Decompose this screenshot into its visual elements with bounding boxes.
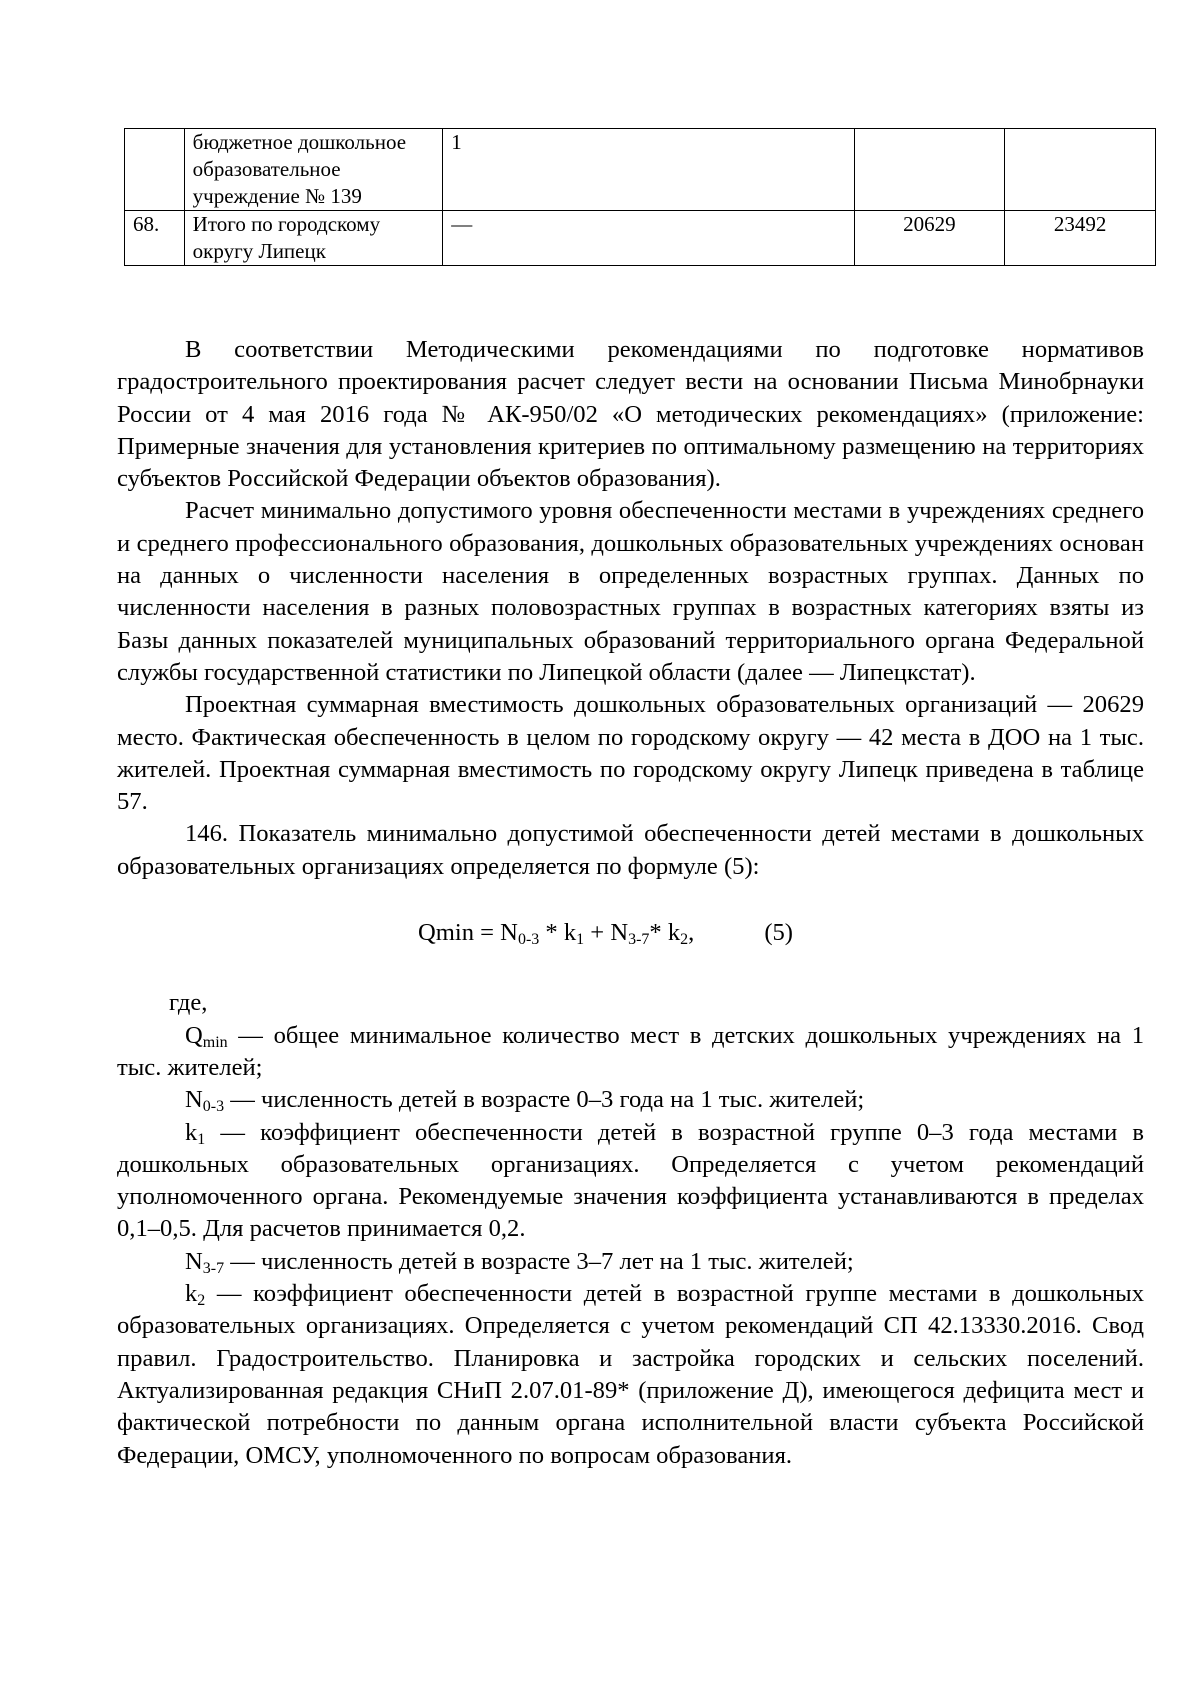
formula-part: + N: [584, 919, 629, 947]
formula-end: ,: [688, 919, 695, 947]
formula-sub-n37: 3-7: [628, 931, 650, 949]
formula-part: * k: [649, 919, 681, 947]
paragraph-formula-intro: 146. Показатель минимально допустимой обеспеченности детей местами в дошкольных образовательных организациях определяется по формуле (5):: [117, 820, 1144, 880]
def-subscript: 3-7: [202, 1259, 225, 1277]
paragraph-capacity: Проектная суммарная вместимость дошкольных образовательных организаций — 20629 место. Фактическая обеспеченность в целом по городскому округу — 42 места в ДОО на 1 тыс. жителей. Проектная суммарная вместимость по городскому округу Липецк приведена в таблице 57.: [117, 691, 1144, 816]
definition-n03: [117, 1084, 1144, 1116]
formula-sub-n03: 0-3: [517, 931, 540, 949]
def-symbol: Q: [185, 1021, 203, 1049]
paragraph-methodology: В соответствии Методическими рекомендациями по подготовке нормативов градостроительного проектирования расчет следует вести на основании Письма Минобрнауки России от 4 мая 2016 года № АК-950/02 «О методических рекомендациях» (приложение: Примерные значения для установления критериев по оптимальному размещению на территориях субъектов Российской Федерации объектов образования).: [117, 336, 1144, 493]
formula-sub-k1: 1: [576, 931, 585, 949]
def-symbol: N: [185, 1247, 203, 1275]
def-symbol: N: [185, 1086, 203, 1114]
kindergarten-table: [124, 128, 1156, 266]
formula-part: * k: [539, 919, 577, 947]
def-symbol: k: [185, 1280, 198, 1308]
def-subscript: 2: [197, 1292, 206, 1309]
formula-lhs: Qmin = N: [418, 919, 518, 947]
where-label: где,: [169, 989, 208, 1017]
row-col3: 1: [443, 129, 854, 211]
def-text: — коэффициент обеспеченности детей в возрастной группе местами в дошкольных образовательных организациях. Определяется с учетом рекомендаций СП 42.13330.2016. Свод правил. Градостроительство. Планировка и застройка городских и сельских поселений. Актуализированная редакция СНиП 2.07.01-89* (приложение Д), имеющегося дефицита мест и фактической потребности по данным органа исполнительной власти субъекта Российской Федерации, ОМСУ, уполномоченного по вопросам образования.: [117, 1280, 1144, 1469]
row-name: бюджетное дошкольное образовательное учреждение № 139: [184, 129, 443, 211]
definition-k1: [117, 1117, 1144, 1246]
row-col5: 23492: [1005, 211, 1156, 266]
row-number: 68.: [125, 211, 185, 266]
row-col4: 20629: [854, 211, 1005, 266]
row-col5: [1005, 129, 1156, 211]
definition-qmin: [117, 1020, 1144, 1085]
definition-n37: [117, 1246, 1144, 1278]
row-col3: —: [443, 211, 854, 266]
formula-sub-k2: 2: [680, 931, 689, 949]
row-col4: [854, 129, 1005, 211]
def-subscript: min: [202, 1033, 228, 1051]
row-name: Итого по городскому округу Липецк: [184, 211, 443, 266]
def-subscript: 1: [197, 1130, 206, 1148]
def-text: — общее минимальное количество мест в детских дошкольных учреждениях на 1 тыс. жителей;: [117, 1021, 1144, 1081]
table-row: [125, 129, 1156, 211]
row-number: [125, 129, 185, 211]
def-symbol: k: [185, 1118, 198, 1146]
def-text: — коэффициент обеспеченности детей в возрастной группе 0–3 года местами в дошкольных образовательных организациях. Определяется с учетом рекомендаций уполномоченного органа. Рекомендуемые значения коэффициента устанавливаются в пределах 0,1–0,5. Для расчетов принимается 0,2.: [117, 1118, 1144, 1243]
paragraph-calculation: Расчет минимально допустимого уровня обеспеченности местами в учреждениях среднего и среднего профессионального образования, дошкольных образовательных учреждениях основан на данных о численности населения в определенных возрастных группах. Данных по численности населения в разных половозрастных группах в возрастных категориях взяты из Базы данных показателей муниципальных образований территориального органа Федеральной службы государственной статистики по Липецкой области (далее — Липецкстат).: [117, 497, 1144, 686]
definition-k2: [117, 1278, 1144, 1472]
body-text: [117, 334, 1144, 1472]
def-text: — численность детей в возрасте 0–3 года на 1 тыс. жителей;: [224, 1086, 865, 1114]
formula-number: (5): [764, 919, 793, 947]
def-text: — численность детей в возрасте 3–7 лет на 1 тыс. жителей;: [224, 1247, 854, 1275]
formula: [117, 917, 1144, 949]
def-subscript: 0-3: [202, 1098, 225, 1116]
table-row: [125, 211, 1156, 266]
